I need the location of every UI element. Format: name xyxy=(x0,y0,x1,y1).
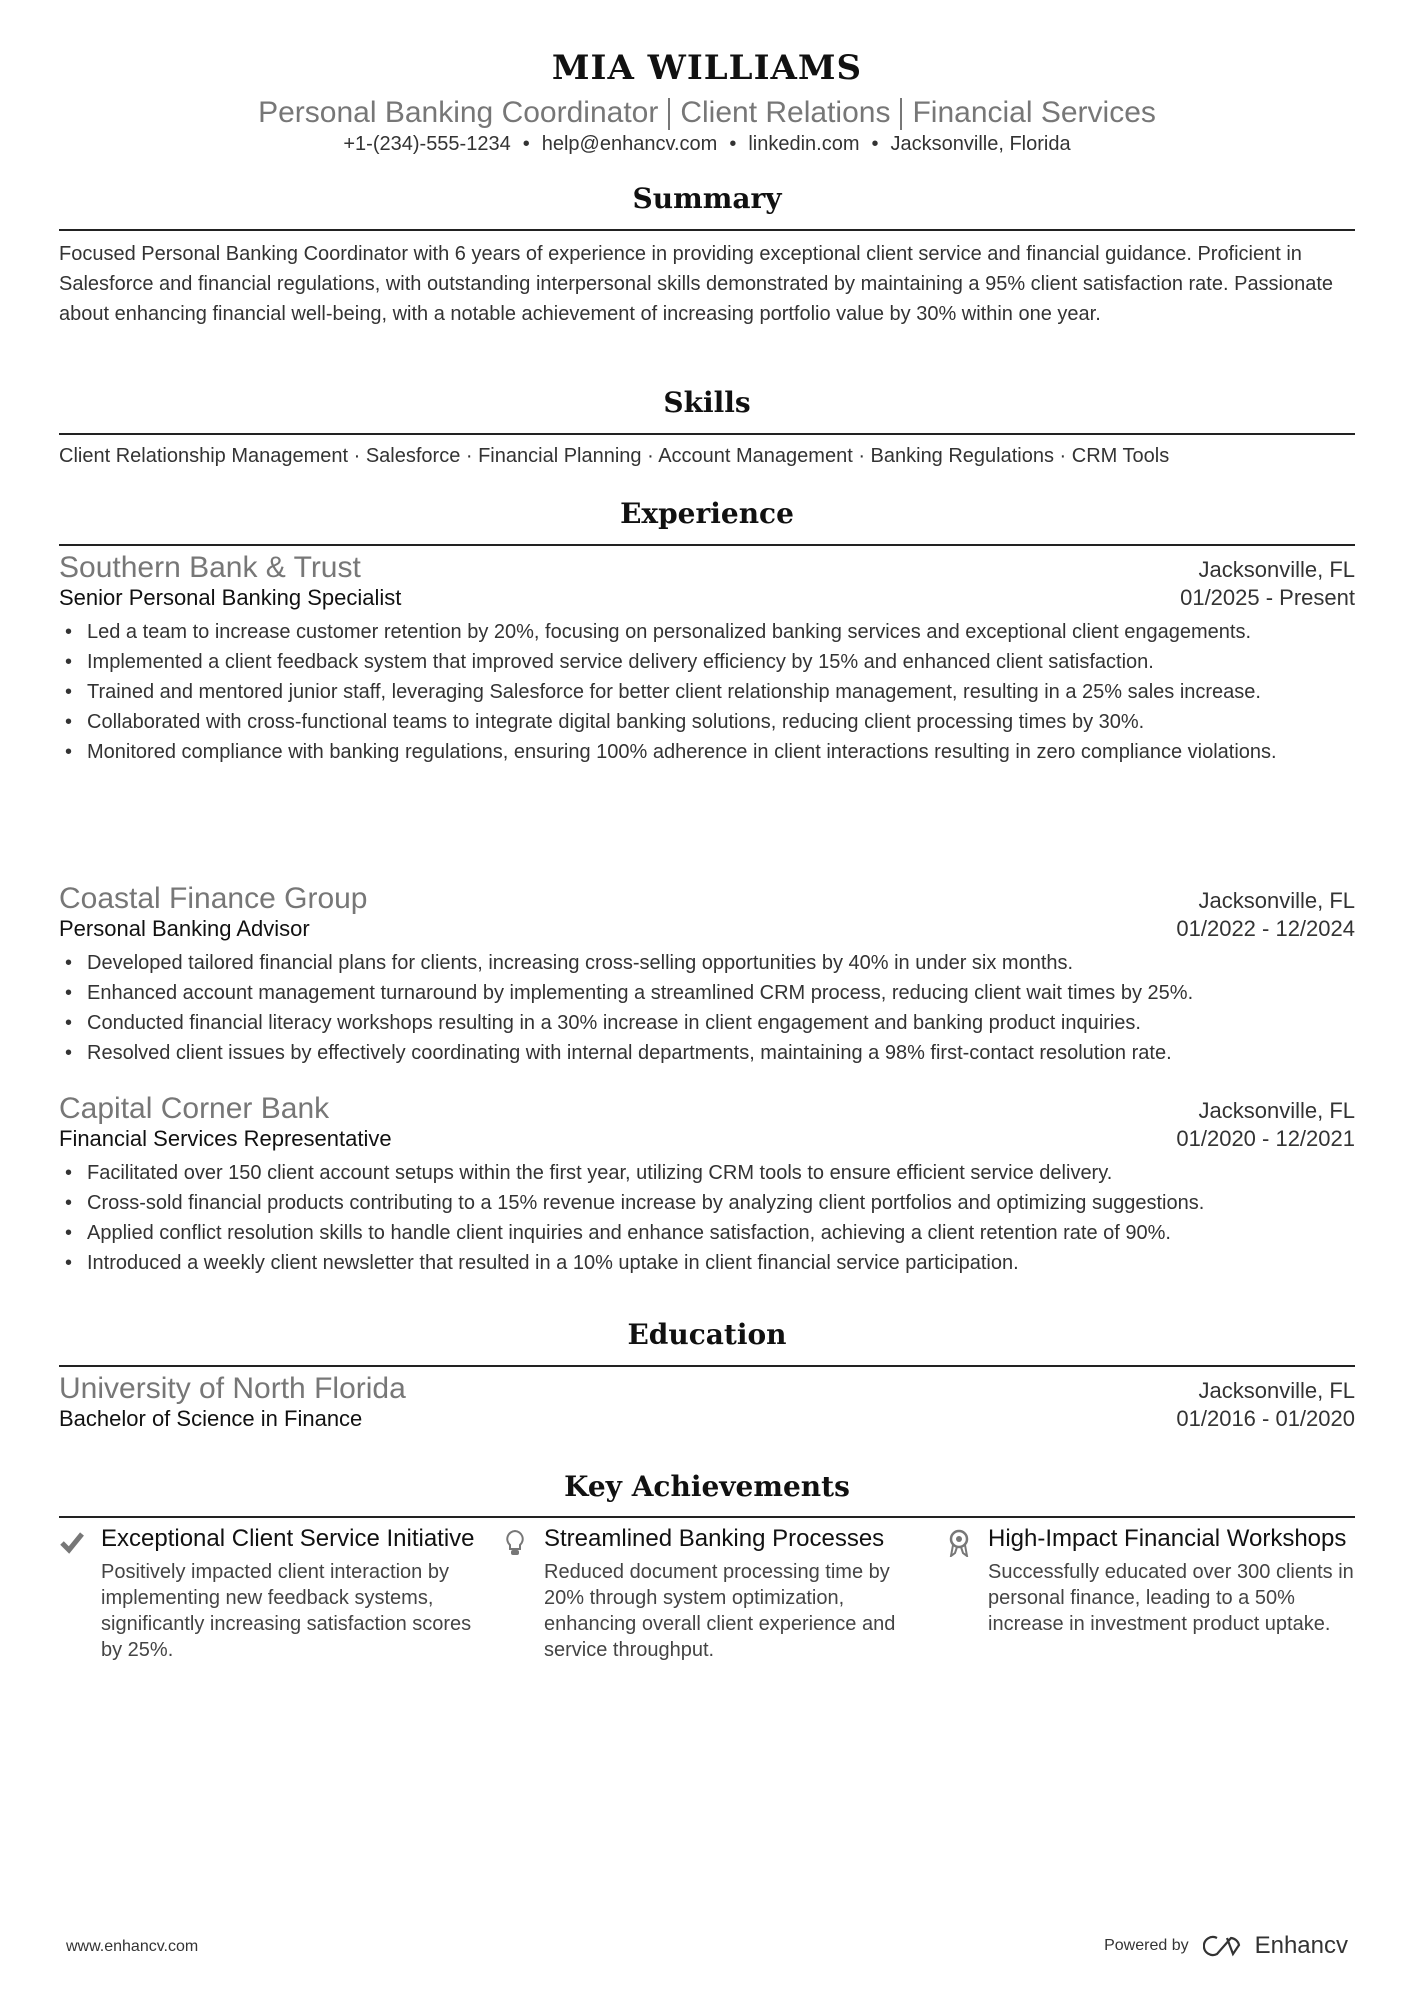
headline-part: Financial Services xyxy=(912,96,1156,129)
bullet-list xyxy=(59,948,1355,1068)
job-entry xyxy=(59,1092,1355,1278)
education-entry xyxy=(59,1372,1355,1432)
education-dates: 01/2016 - 01/2020 xyxy=(1176,1406,1355,1431)
lightbulb-icon xyxy=(502,1529,530,1557)
divider xyxy=(59,433,1355,435)
bullet: • Introduced a weekly client newsletter that resulted in a 10% uptake in client financial service participation. xyxy=(59,1248,1355,1278)
achievement-item xyxy=(502,1525,922,1663)
achievement-title: Exceptional Client Service Initiative xyxy=(101,1525,475,1552)
achievement-desc: Positively impacted client interaction by implementing new feedback systems, significantly increasing satisfaction scores by 25%. xyxy=(101,1561,472,1661)
phone: +1-(234)-555-1234 xyxy=(343,133,511,155)
achievement-title: High-Impact Financial Workshops xyxy=(988,1525,1347,1552)
achievement-desc: Reduced document processing time by 20% through system optimization, enhancing overall client experience and service throughput. xyxy=(544,1561,896,1661)
award-icon xyxy=(946,1529,974,1557)
divider xyxy=(59,229,1355,231)
candidate-name: MIA WILLIAMS xyxy=(551,48,863,88)
powered-by xyxy=(1104,1932,1348,1960)
headline-part: Client Relations xyxy=(680,96,891,129)
bullet: • Monitored compliance with banking regulations, ensuring 100% adherence in client interactions resulting in zero compliance violations. xyxy=(59,737,1355,767)
divider xyxy=(900,98,902,130)
job-role: Financial Services Representative xyxy=(59,1126,392,1151)
job-entry xyxy=(59,551,1355,767)
experience-heading: Experience xyxy=(620,497,794,530)
achievement-item xyxy=(59,1525,479,1663)
achievements-heading: Key Achievements xyxy=(564,1470,850,1503)
bullet: • Led a team to increase customer retention by 20%, focusing on personalized banking services and exceptional client engagements. xyxy=(59,617,1355,647)
bullet-list xyxy=(59,1158,1355,1278)
degree: Bachelor of Science in Finance xyxy=(59,1406,363,1431)
divider xyxy=(59,544,1355,546)
job-dates: 01/2025 - Present xyxy=(1180,585,1355,610)
bullet: • Implemented a client feedback system that improved service delivery efficiency by 15% and enhanced client satisfaction. xyxy=(59,647,1355,677)
school: University of North Florida xyxy=(59,1372,406,1405)
divider xyxy=(59,1516,1355,1518)
job-location: Jacksonville, FL xyxy=(1198,888,1355,913)
linkedin-link[interactable]: linkedin.com xyxy=(748,133,860,155)
website-link[interactable]: www.enhancv.com xyxy=(66,1938,199,1955)
job-dates: 01/2020 - 12/2021 xyxy=(1176,1126,1355,1151)
brand-name: Enhancv xyxy=(1254,1932,1348,1959)
headline-part: Personal Banking Coordinator xyxy=(258,96,659,129)
divider xyxy=(668,98,670,130)
bullet: • Cross-sold financial products contributing to a 15% revenue increase by analyzing client portfolios and optimizing suggestions. xyxy=(59,1188,1355,1218)
job-role: Personal Banking Advisor xyxy=(59,916,310,941)
bullet-list xyxy=(59,617,1355,767)
summary-text: Focused Personal Banking Coordinator with 6 years of experience in providing exceptional client service and financial guidance. Proficient in Salesforce and financial regulations, with outstanding interpersonal skills demonstrated by maintaining a 95% client satisfaction rate. Passionate about enhancing financial well-being, with a notable achievement of increasing portfolio value by 30% within one year. xyxy=(59,243,1334,325)
company: Capital Corner Bank xyxy=(59,1092,330,1125)
company: Southern Bank & Trust xyxy=(59,551,361,584)
check-icon xyxy=(59,1529,87,1557)
powered-by-label: Powered by xyxy=(1104,1937,1189,1954)
contact-info: +1-(234)-555-1234 • help@enhancv.com • linkedin.com • Jacksonville, Florida xyxy=(343,133,1071,155)
achievement-title: Streamlined Banking Processes xyxy=(544,1525,885,1552)
bullet: • Applied conflict resolution skills to handle client inquiries and enhance satisfaction, achieving a client retention rate of 90%. xyxy=(59,1218,1355,1248)
enhancv-logo[interactable] xyxy=(1203,1932,1348,1960)
education-heading: Education xyxy=(627,1318,787,1351)
job-role: Senior Personal Banking Specialist xyxy=(59,585,402,610)
bullet: • Trained and mentored junior staff, leveraging Salesforce for better client relationship management, resulting in a 25% sales increase. xyxy=(59,677,1355,707)
achievement-item xyxy=(946,1525,1366,1637)
job-location: Jacksonville, FL xyxy=(1198,1098,1355,1123)
summary-heading: Summary xyxy=(632,182,782,215)
job-dates: 01/2022 - 12/2024 xyxy=(1176,916,1355,941)
company: Coastal Finance Group xyxy=(59,882,368,915)
bullet: • Collaborated with cross-functional teams to integrate digital banking solutions, reducing client processing times by 30%. xyxy=(59,707,1355,737)
achievement-desc: Successfully educated over 300 clients in personal finance, leading to a 50% increase in investment product uptake. xyxy=(988,1561,1354,1635)
skills-heading: Skills xyxy=(663,386,751,419)
bullet: • Developed tailored financial plans for clients, increasing cross-selling opportunities by 40% in under six months. xyxy=(59,948,1355,978)
job-entry xyxy=(59,882,1355,1068)
job-location: Jacksonville, FL xyxy=(1198,557,1355,582)
bullet: • Conducted financial literacy workshops resulting in a 30% increase in client engagement and banking product inquiries. xyxy=(59,1008,1355,1038)
education-location: Jacksonville, FL xyxy=(1198,1378,1355,1403)
skills-text: Client Relationship Management · Salesforce · Financial Planning · Account Management · Banking Regulations · CRM Tools xyxy=(59,445,1170,467)
bullet: • Resolved client issues by effectively coordinating with internal departments, maintaining a 98% first-contact resolution rate. xyxy=(59,1038,1355,1068)
location: Jacksonville, Florida xyxy=(890,133,1071,155)
email-link[interactable]: help@enhancv.com xyxy=(541,133,718,155)
divider xyxy=(59,1365,1355,1367)
bullet: • Facilitated over 150 client account setups within the first year, utilizing CRM tools to ensure efficient service delivery. xyxy=(59,1158,1355,1188)
enhancv-logo-icon xyxy=(1203,1933,1247,1959)
headline xyxy=(59,96,1355,130)
bullet: • Enhanced account management turnaround by implementing a streamlined CRM process, reducing client wait times by 25%. xyxy=(59,978,1355,1008)
